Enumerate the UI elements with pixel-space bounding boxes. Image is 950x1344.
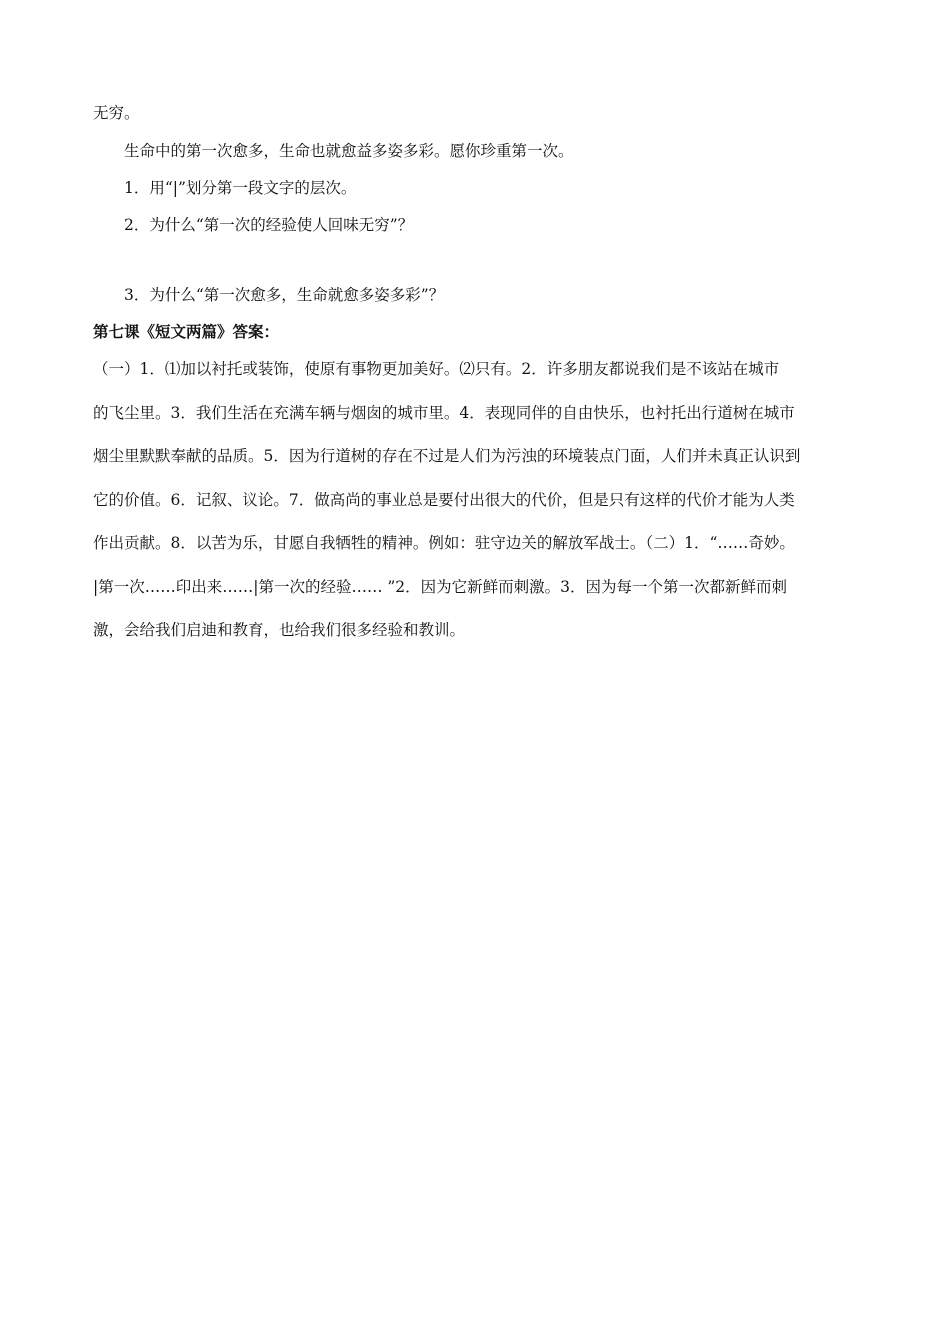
answer-line: 作出贡献。8．以苦为乐，甘愿自我牺牲的精神。例如：驻守边关的解放军战士。（二）1．“……奇妙。 xyxy=(93,534,795,552)
question-3: 3．为什么“第一次愈多，生命就愈多姿多彩”？ xyxy=(124,286,445,304)
answer-line: （一）1．⑴加以衬托或装饰，使原有事物更加美好。⑵只有。2．许多朋友都说我们是不该站在城市 xyxy=(93,360,780,378)
answer-line: 烟尘里默默奉献的品质。5．因为行道树的存在不过是人们为污浊的环境装点门面，人们并未真正认识到 xyxy=(93,447,801,465)
answer-line: |第一次……印出来……|第一次的经验…… ”2．因为它新鲜而刺激。3．因为每一个第一次都新鲜而刺 xyxy=(93,578,788,596)
passage-closing-paragraph: 生命中的第一次愈多，生命也就愈益多姿多彩。愿你珍重第一次。 xyxy=(124,142,574,160)
question-1: 1．用“|”划分第一段文字的层次。 xyxy=(124,179,357,197)
answer-line: 的飞尘里。3．我们生活在充满车辆与烟囱的城市里。4．表现同伴的自由快乐，也衬托出行道树在城市 xyxy=(93,404,795,422)
question-2: 2．为什么“第一次的经验使人回味无穷”？ xyxy=(124,216,414,234)
answer-line: 它的价值。6．记叙、议论。7．做高尚的事业总是要付出很大的代价，但是只有这样的代价才能为人类 xyxy=(93,491,795,509)
answers-heading: 第七课《短文两篇》答案： xyxy=(93,323,280,341)
answer-line: 激，会给我们启迪和教育，也给我们很多经验和教训。 xyxy=(93,621,466,639)
passage-line-end: 无穷。 xyxy=(93,104,140,122)
